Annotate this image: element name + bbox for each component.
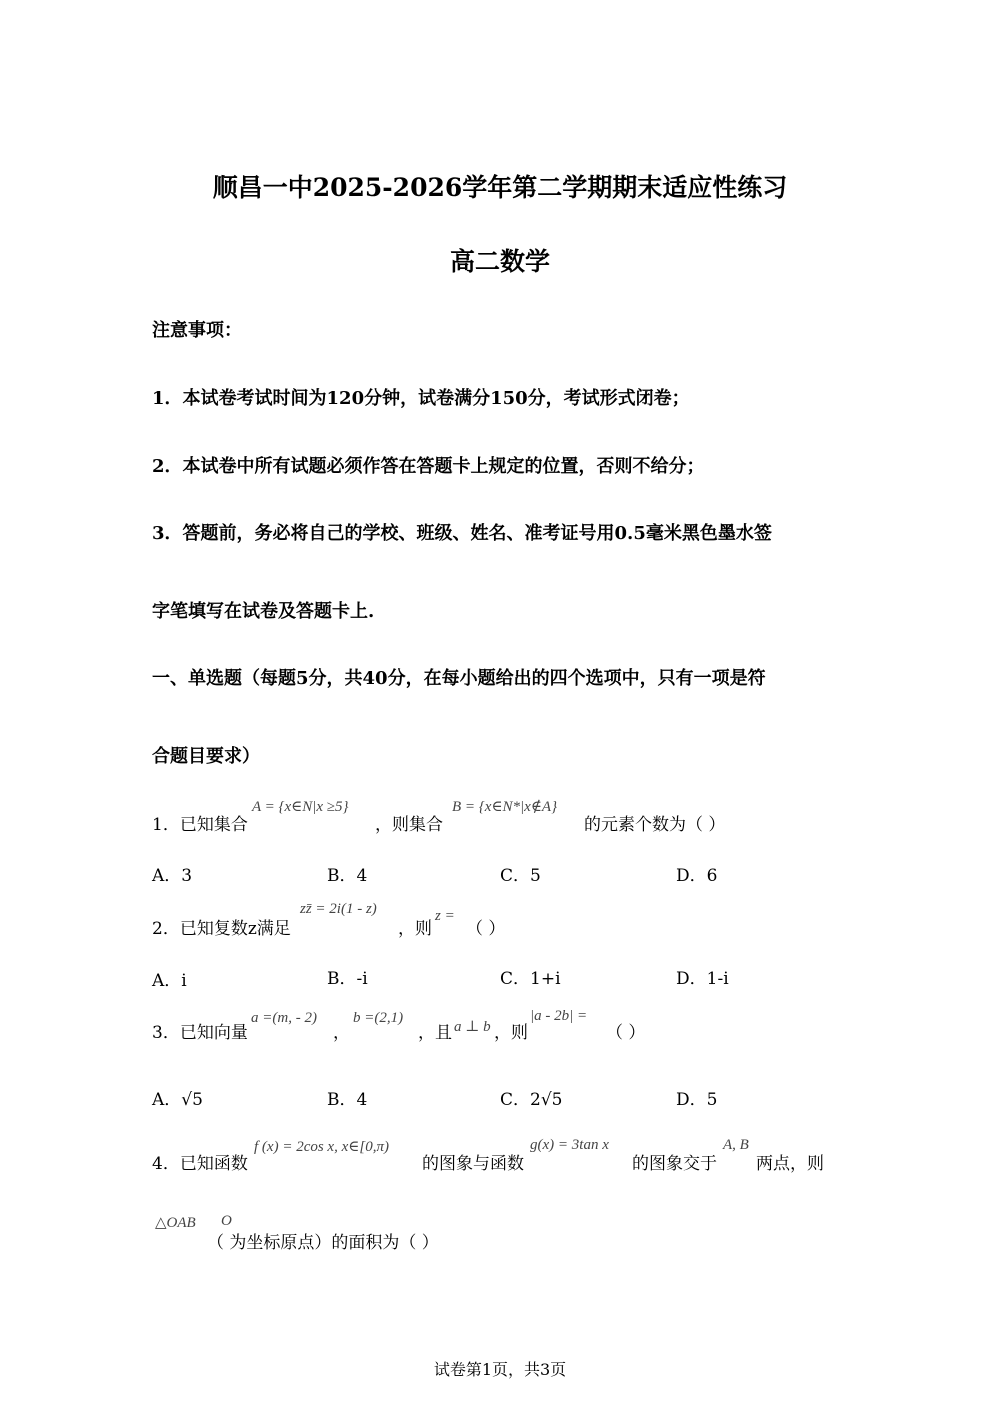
question-3-math-perp: a ⊥ b <box>454 1019 491 1035</box>
question-1-prefix: 1．已知集合 <box>152 815 248 835</box>
question-3-comma: ， <box>333 1023 350 1043</box>
question-1-math-b: B = {x∈N*|x∉A} <box>452 799 558 815</box>
question-4-prefix: 4．已知函数 <box>152 1154 248 1174</box>
question-3-option-c: C．2√5 <box>500 1090 563 1110</box>
note-item-3: 3．答题前，务必将自己的学校、班级、姓名、准考证号用0.5毫米黑色墨水签 <box>152 523 772 544</box>
question-2-option-c: C．1+i <box>500 969 561 989</box>
question-1-option-a: A．3 <box>152 866 193 886</box>
question-4-math-f: f (x) = 2cos x, x∈[0,π) <box>254 1139 389 1155</box>
question-3-math-vector-a: a =(m, - 2) <box>251 1010 317 1026</box>
question-4-mid2: 的图象交于 <box>632 1154 717 1174</box>
question-4-suffix: 两点，则 <box>756 1154 824 1174</box>
question-4-mid: 的图象与函数 <box>422 1154 524 1174</box>
question-4-math-points: A, B <box>723 1137 749 1153</box>
question-3-option-a: A．√5 <box>152 1090 203 1110</box>
note-item-2: 2．本试卷中所有试题必须作答在答题卡上规定的位置，否则不给分； <box>152 456 705 477</box>
question-3-math-vector-b: b =(2,1) <box>353 1010 404 1026</box>
question-3-option-b: B．4 <box>327 1090 368 1110</box>
question-3-prefix: 3．已知向量 <box>152 1023 248 1043</box>
question-4-line2: （ 为坐标原点）的面积为（ ） <box>207 1233 439 1253</box>
notes-heading: 注意事项： <box>152 320 242 341</box>
section-heading: 一、单选题（每题5分，共40分，在每小题给出的四个选项中，只有一项是符 <box>152 668 766 689</box>
question-3-option-d: D．5 <box>676 1090 718 1110</box>
question-2-math-z: z = <box>435 908 455 924</box>
question-2-prefix: 2．已知复数z满足 <box>152 919 291 939</box>
question-1-option-b: B．4 <box>327 866 368 886</box>
question-2-option-b: B．-i <box>327 969 368 989</box>
question-4-math-g: g(x) = 3tan x <box>530 1137 609 1153</box>
note-item-1: 1．本试卷考试时间为120分钟，试卷满分150分，考试形式闭卷； <box>152 388 690 409</box>
question-1-option-c: C．5 <box>500 866 541 886</box>
question-2-mid: ，则 <box>398 919 432 939</box>
question-4-math-triangle: △OAB <box>155 1215 196 1231</box>
section-heading-cont: 合题目要求） <box>152 746 260 767</box>
question-1-option-d: D．6 <box>676 866 718 886</box>
question-3-math-norm: |a - 2b| = <box>530 1008 588 1024</box>
note-item-3-cont: 字笔填写在试卷及答题卡上. <box>152 601 375 622</box>
question-4-math-origin: O <box>221 1213 232 1229</box>
question-3-and: ，且 <box>418 1023 452 1043</box>
page-footer: 试卷第1页，共3页 <box>433 1360 567 1379</box>
question-1-mid: ，则集合 <box>375 815 443 835</box>
page-title: 顺昌一中2025-2026学年第二学期期末适应性练习 <box>212 173 788 202</box>
question-2-option-a: A．i <box>152 971 187 991</box>
question-2-math-condition: zz̄ = 2i(1 - z) <box>300 901 377 917</box>
question-1-suffix: 的元素个数为（ ） <box>584 815 726 835</box>
question-1-math-a: A = {x∈N|x ≥5} <box>252 799 349 815</box>
question-3-then: ，则 <box>494 1023 528 1043</box>
question-2-option-d: D．1-i <box>676 969 729 989</box>
question-2-suffix: （ ） <box>466 919 506 939</box>
page-subtitle: 高二数学 <box>449 247 550 276</box>
question-3-suffix: （ ） <box>606 1023 646 1043</box>
